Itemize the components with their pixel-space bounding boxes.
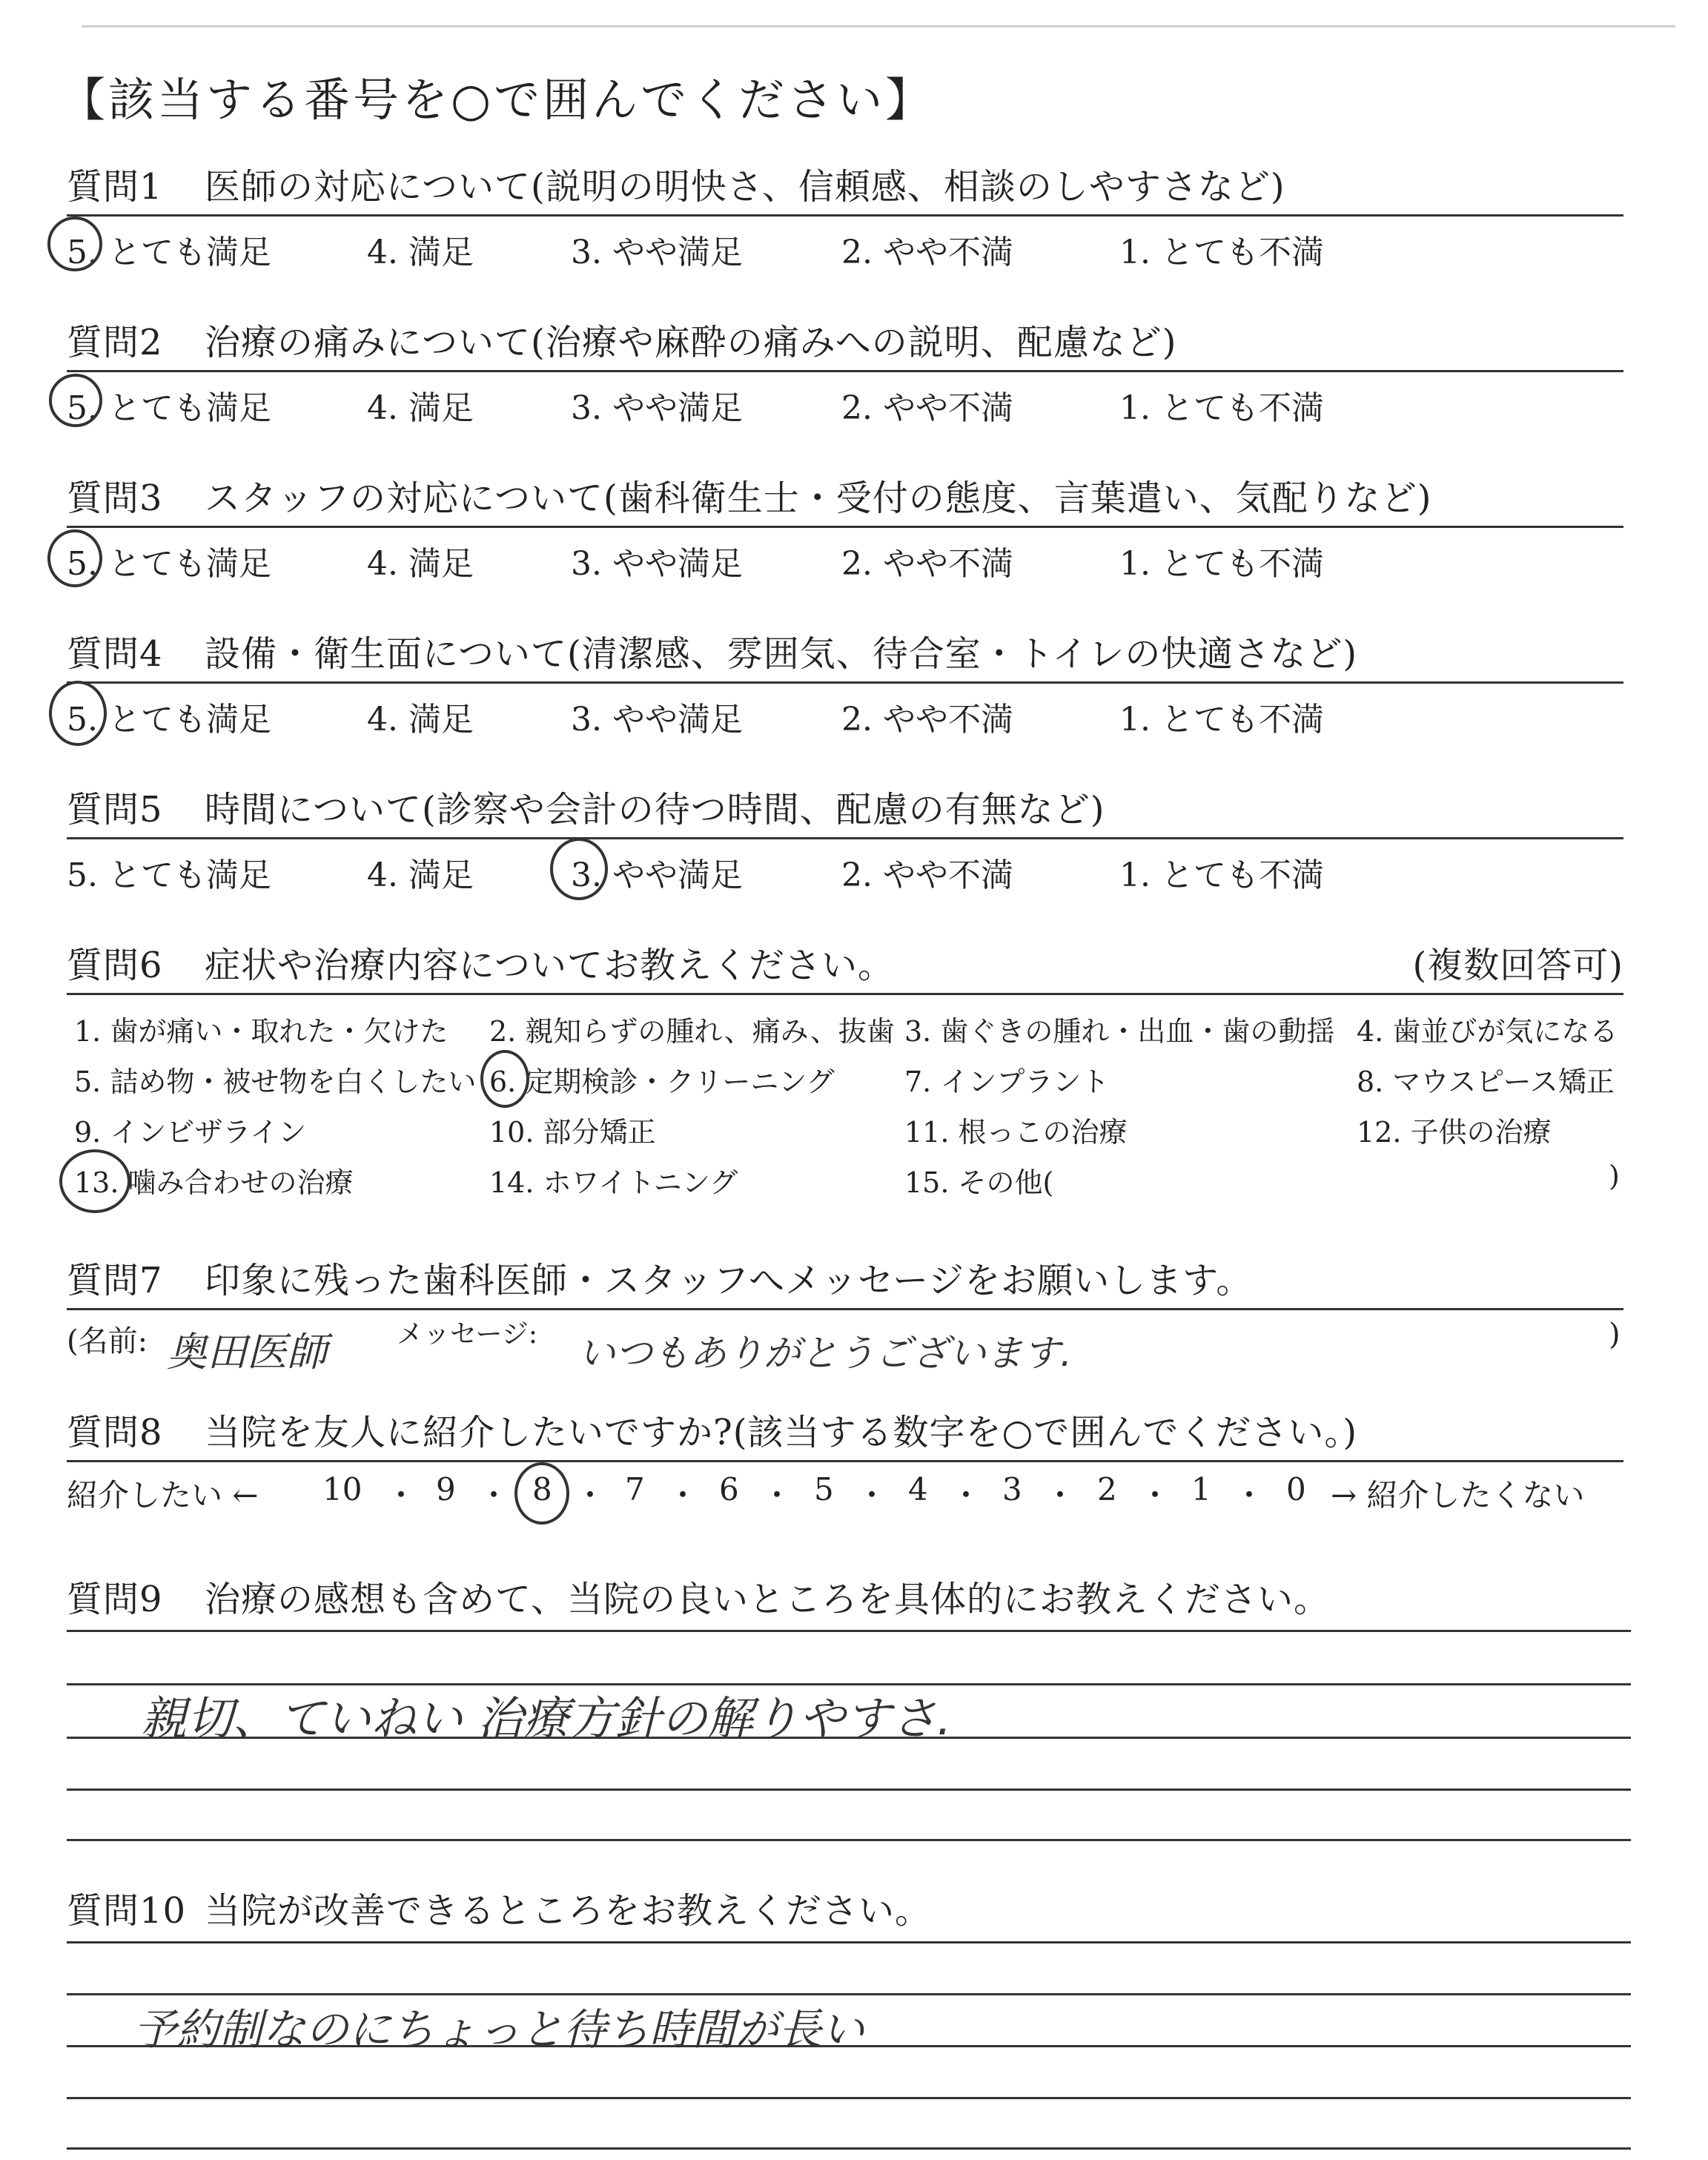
question-text: 治療の痛みについて(治療や麻酔の痛みへの説明、配慮など): [205, 322, 1177, 363]
treatment-option[interactable]: 7. インプラント: [904, 1066, 1110, 1098]
treatment-option[interactable]: 2. 親知らずの腫れ、痛み、抜歯: [489, 1015, 895, 1048]
scale-value[interactable]: 0: [1286, 1471, 1306, 1507]
scale-value[interactable]: 9: [436, 1471, 456, 1507]
question-number: 質問5: [67, 789, 163, 830]
question-text: 設備・衛生面について(清潔感、雰囲気、待合室・トイレの快適さなど): [205, 633, 1358, 675]
selection-circle: [47, 217, 102, 271]
question-2: [67, 315, 1623, 430]
answer-line: [67, 1839, 1631, 1841]
option-2[interactable]: 2. やや不満: [841, 701, 1013, 739]
question-1: [67, 159, 1623, 274]
question-5: [67, 782, 1623, 897]
question-text: スタッフの対応について(歯科衛生士・受付の態度、言葉遣い、気配りなど): [205, 478, 1432, 519]
selection-circle: [550, 838, 608, 900]
multiple-answers-note: (複数回答可): [1412, 945, 1623, 986]
treatment-options: [67, 995, 1623, 1210]
treatment-option[interactable]: 11. 根っこの治療: [904, 1116, 1128, 1149]
question-text: 治療の感想も含めて、当院の良いところを具体的にお教えください。: [205, 1579, 1331, 1620]
scale-dot: ・: [761, 1477, 793, 1513]
question-8: [67, 1405, 1623, 1522]
option-2[interactable]: 2. やや不満: [841, 389, 1013, 427]
message-value: いつもありがとうございます.: [578, 1332, 1072, 1375]
question-3: [67, 471, 1623, 586]
question-number: 質問9: [67, 1579, 163, 1620]
treatment-option[interactable]: 8. マウスピース矯正: [1357, 1066, 1615, 1098]
answer-line: [67, 1789, 1631, 1791]
option-4[interactable]: 4. 満足: [367, 545, 474, 583]
name-label: (名前:: [67, 1324, 148, 1358]
question-4: [67, 627, 1623, 742]
scale-value[interactable]: 3: [1002, 1471, 1022, 1507]
treatment-option[interactable]: 6. 定期検診・クリーニング: [489, 1066, 835, 1098]
answer-line: [67, 2147, 1631, 2150]
option-4[interactable]: 4. 満足: [367, 234, 474, 271]
option-1[interactable]: 1. とても不満: [1119, 234, 1324, 271]
option-2[interactable]: 2. やや不満: [841, 856, 1013, 894]
option-2[interactable]: 2. やや不満: [841, 545, 1013, 583]
scale-value[interactable]: 8: [532, 1471, 552, 1507]
treatment-option[interactable]: 14. ホワイトニング: [489, 1166, 738, 1199]
treatment-option[interactable]: 15. その他(: [904, 1166, 1054, 1199]
selection-circle: [49, 374, 102, 427]
option-3[interactable]: 3. やや満足: [571, 545, 743, 583]
improvement-answer[interactable]: 予約制なのにちょっと待ち時間が長い: [133, 2004, 865, 2055]
not-recommend-label: → 紹介したくない: [1331, 1477, 1585, 1513]
scale-dot: ・: [950, 1477, 982, 1513]
option-4[interactable]: 4. 満足: [367, 389, 474, 427]
question-number: 質問10: [67, 1890, 187, 1932]
question-text: 当院が改善できるところをお教えください。: [205, 1890, 932, 1932]
option-5[interactable]: 5. とても満足: [67, 234, 271, 271]
question-text: 症状や治療内容についてお教えください。: [205, 945, 895, 986]
satisfaction-options: [67, 839, 1623, 897]
option-4[interactable]: 4. 満足: [367, 856, 474, 894]
option-3[interactable]: 3. やや満足: [571, 856, 743, 894]
satisfaction-options: [67, 217, 1623, 274]
option-4[interactable]: 4. 満足: [367, 701, 474, 739]
question-10: [67, 1883, 1623, 1938]
answer-line: [67, 2097, 1631, 2099]
option-5[interactable]: 5. とても満足: [67, 389, 271, 427]
scale-dot: ・: [478, 1477, 510, 1513]
treatment-option[interactable]: 4. 歯並びが気になる: [1357, 1015, 1618, 1048]
treatment-option[interactable]: 3. 歯ぐきの腫れ・出血・歯の動揺: [904, 1015, 1335, 1048]
satisfaction-options: [67, 684, 1623, 742]
scale-value[interactable]: 10: [322, 1471, 363, 1507]
option-2[interactable]: 2. やや不満: [841, 234, 1013, 271]
question-9: [67, 1572, 1623, 1627]
question-number: 質問8: [67, 1412, 163, 1453]
treatment-option[interactable]: 9. インビザライン: [74, 1116, 307, 1149]
question-number: 質問2: [67, 322, 163, 363]
satisfaction-options: [67, 528, 1623, 586]
scale-value[interactable]: 7: [625, 1471, 645, 1507]
page-title: 【該当する番号を○で囲んでください】: [59, 73, 935, 127]
satisfaction-options: [67, 372, 1623, 430]
question-number: 質問4: [67, 633, 163, 675]
scale-dot: ・: [1234, 1477, 1265, 1513]
scale-value[interactable]: 6: [719, 1471, 739, 1507]
selection-circle: [47, 529, 102, 587]
scale-dot: ・: [385, 1477, 417, 1513]
question-text: 当院を友人に紹介したいですか?(該当する数字を○で囲んでください。): [205, 1412, 1358, 1453]
question-text: 医師の対応について(説明の明快さ、信頼感、相談のしやすさなど): [205, 166, 1285, 208]
option-3[interactable]: 3. やや満足: [571, 701, 743, 739]
top-divider: [82, 25, 1675, 27]
scale-value[interactable]: 1: [1191, 1471, 1211, 1507]
option-1[interactable]: 1. とても不満: [1119, 545, 1324, 583]
message-label: メッセージ:: [397, 1319, 537, 1350]
scale-value[interactable]: 4: [908, 1471, 928, 1507]
treatment-option[interactable]: 1. 歯が痛い・取れた・欠けた: [74, 1015, 448, 1048]
option-1[interactable]: 1. とても不満: [1119, 856, 1324, 894]
scale-dot: ・: [856, 1477, 888, 1513]
recommend-scale: [67, 1462, 1623, 1522]
question-number: 質問1: [67, 166, 163, 208]
question-text: 印象に残った歯科医師・スタッフへメッセージをお願いします。: [205, 1260, 1253, 1301]
answer-line: [67, 1941, 1631, 1943]
selection-circle: [49, 681, 107, 746]
message-close-paren: ): [1609, 1318, 1621, 1352]
question-number: 質問6: [67, 945, 163, 986]
question-number: 質問3: [67, 478, 163, 519]
selection-circle: [480, 1050, 529, 1108]
good-points-answer[interactable]: 親切、ていねい 治療方針の解りやすさ.: [141, 1691, 952, 1745]
message-field[interactable]: [67, 1310, 1623, 1377]
scale-dot: ・: [1045, 1477, 1076, 1513]
scale-value[interactable]: 5: [814, 1471, 834, 1507]
scale-dot: ・: [1139, 1477, 1171, 1513]
option-3[interactable]: 3. やや満足: [571, 234, 743, 271]
treatment-option[interactable]: 13. 噛み合わせの治療: [74, 1166, 354, 1199]
treatment-option[interactable]: 5. 詰め物・被せ物を白くしたい: [74, 1066, 477, 1098]
name-value: 奥田医師: [167, 1329, 327, 1375]
selection-circle: [59, 1149, 130, 1213]
recommend-label: 紹介したい ←: [67, 1477, 259, 1513]
treatment-option[interactable]: 10. 部分矯正: [489, 1116, 656, 1149]
scale-dot: ・: [575, 1477, 606, 1513]
scale-value[interactable]: 2: [1097, 1471, 1117, 1507]
option-5[interactable]: 5. とても満足: [67, 545, 271, 583]
option-1[interactable]: 1. とても不満: [1119, 701, 1324, 739]
question-7: [67, 1253, 1623, 1377]
option-1[interactable]: 1. とても不満: [1119, 389, 1324, 427]
option-3[interactable]: 3. やや満足: [571, 389, 743, 427]
question-6: [67, 938, 1623, 1210]
option-5[interactable]: 5. とても満足: [67, 856, 271, 894]
question-text: 時間について(診察や会計の待つ時間、配慮の有無など): [205, 789, 1105, 830]
selection-circle: [514, 1462, 569, 1525]
question-number: 質問7: [67, 1260, 163, 1301]
option-5[interactable]: 5. とても満足: [67, 701, 271, 739]
treatment-option[interactable]: 12. 子供の治療: [1357, 1116, 1552, 1149]
scale-dot: ・: [667, 1477, 699, 1513]
other-close-paren: ): [1609, 1160, 1620, 1192]
answer-line: [67, 1630, 1631, 1632]
